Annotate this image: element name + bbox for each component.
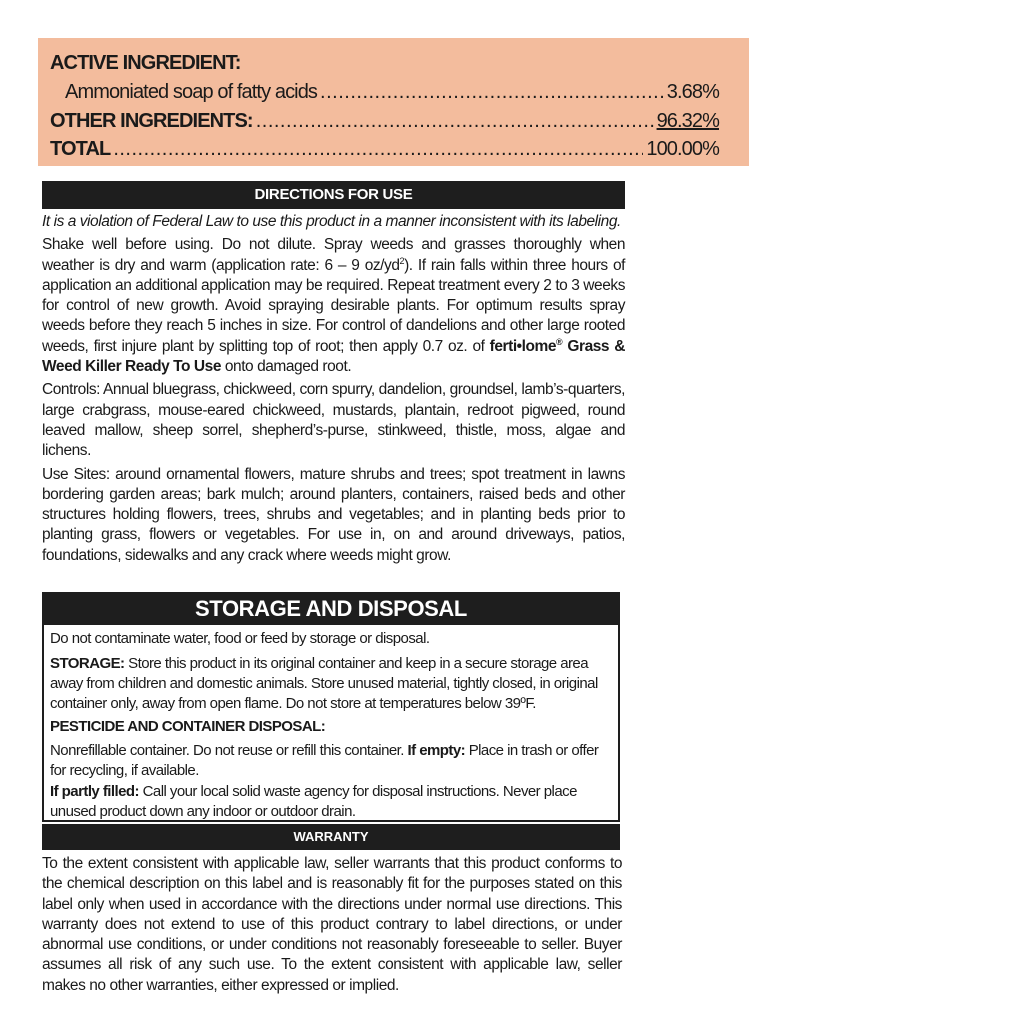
total-row: [50, 135, 719, 163]
active-ingredient-value: 3.68%: [666, 81, 719, 103]
other-ingredients-row: [50, 107, 719, 135]
total-value: 100.00%: [646, 138, 719, 160]
storage-intro: Do not contaminate water, food or feed by storage or disposal.: [50, 630, 430, 647]
brand-name: ferti•lome: [489, 337, 557, 355]
leader-dots: [256, 107, 654, 135]
total-label: TOTAL: [50, 138, 111, 160]
disposal-heading: PESTICIDE AND CONTAINER DISPOSAL:: [50, 718, 326, 735]
partly-filled-instructions: If partly filled: Call your local solid waste agency for disposal instructions. Never place unused product down any indoor or outdoor drain.: [50, 783, 577, 820]
ingredients-box: [38, 38, 749, 166]
disposal-instructions: Nonrefillable container. Do not reuse or refill this container. If empty: Place in trash or offer for recycling, if available.: [50, 742, 599, 779]
other-ingredients-value: 96.32%: [656, 110, 719, 132]
active-ingredient-row: [65, 78, 719, 106]
application-instructions: Shake well before using. Do not dilute. Spray weeds and grasses thoroughly when weather is dry and warm (application rate: 6 – 9 $oz/yd^2$). If rain falls within three hours of application an additional application may be required. Repeat treatment every 2 to 3 weeks for control of new growth. Avoid spraying desirable plants. For optimum results spray weeds before they reach 5 inches in size. For control of dandelions and other large rooted weeds, first injure plant by splitting top of root; then apply 0.7 oz. of ferti•lome® Grass & Weed Killer Ready To Use onto damaged root.: [42, 236, 625, 376]
use-sites: Use Sites: around ornamental flowers, mature shrubs and trees; spot treatment in lawns bordering garden areas; bark mulch; around planters, containers, raised beds and other structures holding flowers, trees, shrubs and vegetables; and in planting beds prior to planting grass, flowers or vegetables. For use in, on and around driveways, patios, foundations, sidewalks and any crack where weeds might grow.: [42, 465, 625, 564]
product-name: Grass & Weed Killer Ready To Use: [42, 337, 625, 376]
directions-body: [42, 212, 625, 566]
storage-header: STORAGE AND DISPOSAL: [42, 592, 620, 625]
active-ingredient-heading: ACTIVE INGREDIENT:: [50, 52, 241, 74]
storage-box: [42, 624, 620, 822]
directions-header: DIRECTIONS FOR USE: [42, 181, 625, 209]
active-ingredient-name: Ammoniated soap of fatty acids: [65, 81, 318, 103]
other-ingredients-label: OTHER INGREDIENTS:: [50, 110, 253, 132]
controls-list: Controls: Annual bluegrass, chickweed, corn spurry, dandelion, groundsel, lamb’s-quarters, large crabgrass, mouse-eared chickweed, mustards, plantain, redroot pigweed, round leaved mallow, sheep sorrel, shepherd’s-purse, stinkweed, thistle, moss, algae and lichens.: [42, 381, 625, 460]
storage-instructions: STORAGE: Store this product in its original container and keep in a secure storage area away from children and domestic animals. Store unused material, tightly closed, in original container only, away from open flame. Do not store at temperatures below 39ºF.: [50, 655, 598, 712]
warranty-text: To the extent consistent with applicable law, seller warrants that this product conforms to the chemical description on this label and is reasonably fit for the purposes stated on this label only when used in accordance with the directions under normal use directions. This warranty does not extend to use of this product contrary to label directions, or under abnormal use conditions, or under conditions not reasonably foreseeable to seller. Buyer assumes all risk of any such use. To the extent consistent with applicable law, seller makes no other warranties, either expressed or implied.: [42, 855, 622, 994]
leader-dots: [320, 78, 664, 106]
violation-notice: It is a violation of Federal Law to use this product in a manner inconsistent with its labeling.: [42, 213, 621, 230]
warranty-header: WARRANTY: [42, 824, 620, 850]
leader-dots: [113, 135, 643, 163]
